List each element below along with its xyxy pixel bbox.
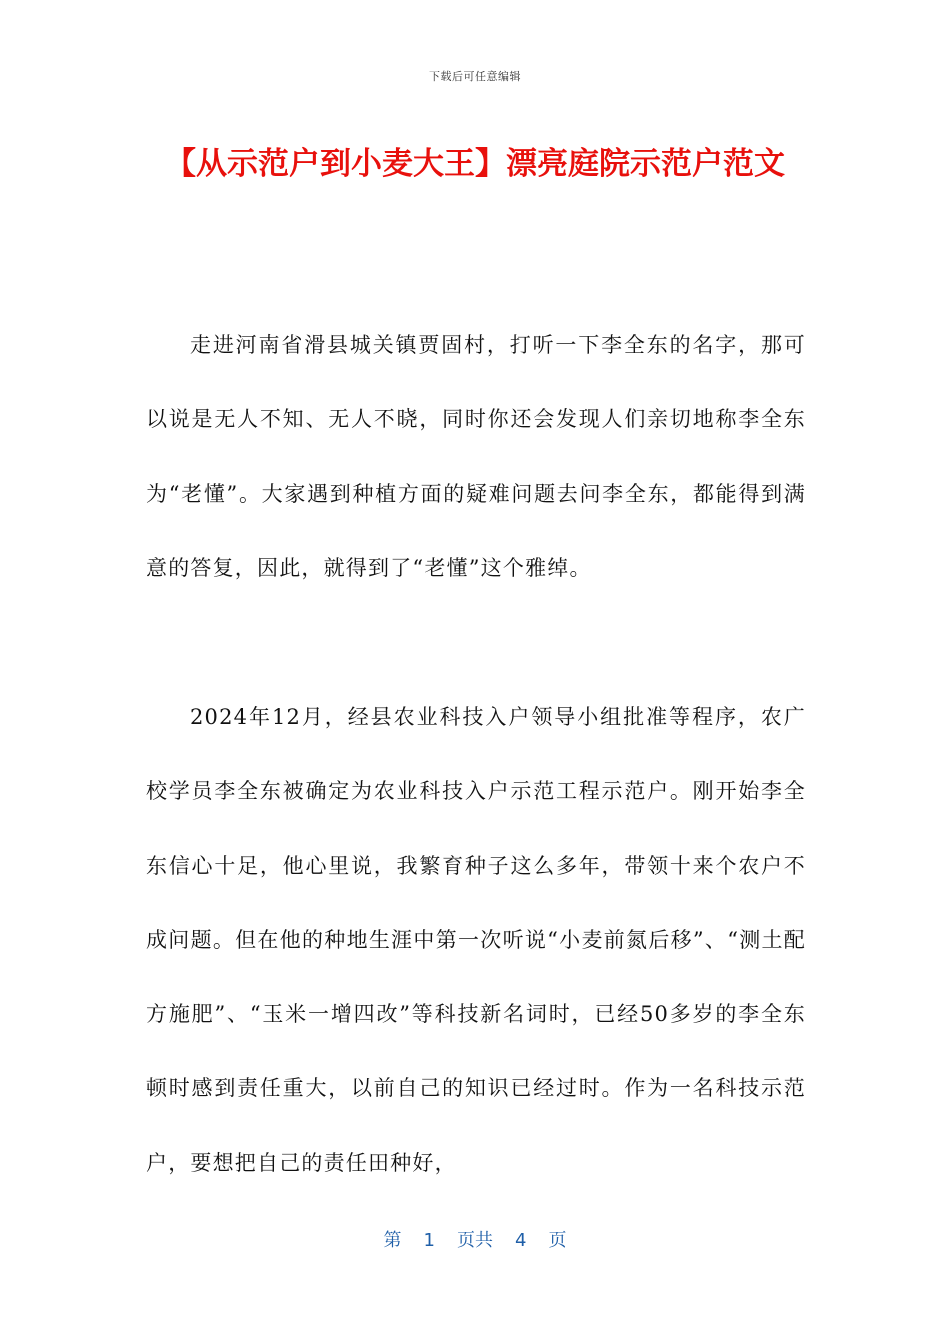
paragraph-2-container — [146, 680, 806, 1200]
footer-page-total: 4 — [515, 1230, 527, 1251]
paragraph: 2024年12月，经县农业科技入户领导小组批准等程序，农广校学员李全东被确定为农业科技入户示范工程示范户。刚开始李全东信心十足，他心里说，我繁育种子这么多年，带领十来个农户不成问题。但在他的种地生涯中第一次听说“小麦前氮后移”、“测土配方施肥”、“玉米一增四改”等科技新名词时，已经50多岁的李全东顿时感到责任重大，以前自己的知识已经过时。作为一名科技示范户，要想把自己的责任田种好， — [146, 705, 806, 1175]
footer-page-prefix: 第 — [383, 1230, 402, 1251]
paragraph: 走进河南省滑县城关镇贾固村，打听一下李全东的名字，那可以说是无人不知、无人不晓，同时你还会发现人们亲切地称李全东为“老懂”。大家遇到种植方面的疑难问题去问李全东，都能得到满意的答复，因此，就得到了“老懂”这个雅绰。 — [146, 333, 806, 580]
footer-page-suffix: 页 — [548, 1230, 567, 1251]
footer-page-current: 1 — [423, 1230, 435, 1251]
paragraph-1-container — [146, 308, 806, 605]
footer-page-mid: 页共 — [457, 1230, 493, 1251]
document-title: 【从示范户到小麦大王】漂亮庭院示范户范文 — [165, 146, 785, 182]
page-footer — [0, 1226, 950, 1252]
page-header-note: 下载后可任意编辑 — [429, 70, 521, 83]
